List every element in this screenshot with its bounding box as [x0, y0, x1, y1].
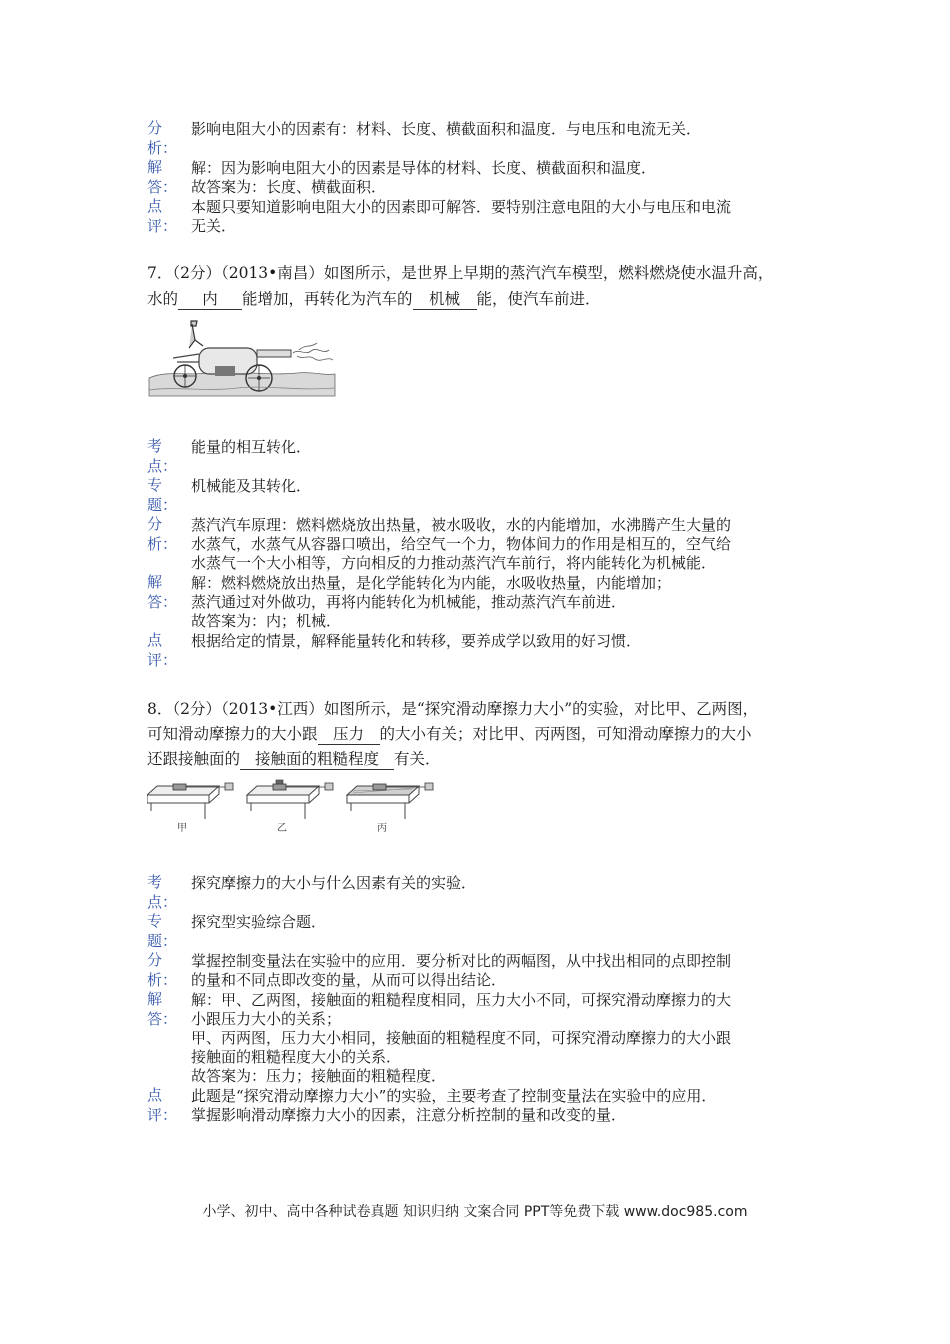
q8-stem-line3 — [147, 749, 441, 770]
analysis-text: 水蒸气，水蒸气从容器口喷出，给空气一个力，物体间力的作用是相互的，空气给 — [191, 535, 732, 553]
figure-label: 丙 — [377, 823, 387, 834]
analysis-text: 影响电阻大小的因素有：材料、长度、横截面积和温度．与电压和电流无关． — [191, 120, 702, 138]
solution-text: 小跟压力大小的关系； — [191, 1010, 342, 1028]
zhuanti-text: 探究型实验综合题． — [191, 913, 327, 931]
section-label: 专 题： — [147, 476, 178, 514]
section-label: 解 答： — [147, 158, 178, 196]
section-label: 专 题： — [147, 912, 178, 950]
stem-text: 还跟接触面的 — [147, 750, 241, 768]
zhuanti-text: 机械能及其转化． — [191, 477, 312, 495]
solution-text: 蒸汽通过对外做功，再将内能转化为机械能，推动蒸汽汽车前进． — [191, 593, 627, 611]
answer-blank: 接触面的粗糙程度 — [240, 749, 394, 770]
steam-car-figure — [147, 318, 337, 398]
kaodian-text: 能量的相互转化． — [191, 438, 312, 456]
section-label: 考 点： — [147, 437, 178, 475]
solution-text: 解：燃料燃烧放出热量，是化学能转化为内能，水吸收热量，内能增加； — [191, 574, 672, 592]
analysis-text: 的量和不同点即改变的量，从而可以得出结论． — [191, 971, 507, 989]
q7-stem-line1: 7．（2分）（2013•南昌）如图所示，是世界上早期的蒸汽汽车模型，燃料燃烧使水温升高， — [147, 264, 774, 282]
stem-text: 水的 — [147, 290, 179, 308]
setup-bing — [347, 783, 433, 834]
solution-text: 故答案为：长度、横截面积． — [191, 178, 387, 196]
solution-text: 故答案为：压力；接触面的粗糙程度． — [191, 1067, 447, 1085]
section-label: 分 析： — [147, 515, 178, 553]
comment-text: 掌握影响滑动摩擦力大小的因素，注意分析控制的量和改变的量． — [191, 1106, 627, 1124]
stem-text: 能，使汽车前进． — [476, 290, 601, 308]
analysis-text: 掌握控制变量法在实验中的应用．要分析对比的两幅图，从中找出相同的点即控制 — [191, 952, 732, 970]
setup-yi — [247, 780, 333, 834]
stem-text: 能增加，再转化为汽车的 — [242, 290, 413, 308]
solution-text: 解：因为影响电阻大小的因素是导体的材料、长度、横截面积和温度． — [191, 159, 657, 177]
q7-stem-line2 — [147, 289, 601, 310]
solution-text: 甲、丙两图，压力大小相同，接触面的粗糙程度不同，可探究滑动摩擦力的大小跟 — [191, 1029, 732, 1047]
kaodian-text: 探究摩擦力的大小与什么因素有关的实验． — [191, 874, 477, 892]
comment-text: 无关． — [191, 217, 237, 235]
stem-text: 可知滑动摩擦力的大小跟 — [147, 725, 318, 743]
section-label: 点 评： — [147, 197, 178, 235]
comment-text: 此题是“探究滑动摩擦力大小”的实验，主要考查了控制变量法在实验中的应用． — [191, 1087, 717, 1105]
stem-text: 的大小有关；对比甲、丙两图，可知滑动摩擦力的大小 — [379, 725, 752, 743]
section-label: 解 答： — [147, 990, 178, 1028]
answer-blank: 压力 — [318, 724, 380, 745]
analysis-text: 蒸汽汽车原理：燃料燃烧放出热量，被水吸收，水的内能增加，水沸腾产生大量的 — [191, 516, 732, 534]
section-label: 点 评： — [147, 631, 178, 669]
section-label: 考 点： — [147, 873, 178, 911]
section-label: 分 析： — [147, 119, 178, 157]
q8-stem-line1: 8．（2分）（2013•江西）如图所示，是“探究滑动摩擦力大小”的实验，对比甲、乙两图， — [147, 700, 759, 718]
comment-text: 本题只要知道影响电阻大小的因素即可解答．要特别注意电阻的大小与电压和电流 — [191, 198, 732, 216]
answer-blank: 机械 — [413, 289, 477, 310]
figure-label: 甲 — [177, 823, 187, 834]
q8-stem-line2 — [147, 724, 752, 745]
figure-label: 乙 — [277, 823, 287, 834]
page-footer: 小学、初中、高中各种试卷真题 知识归纳 文案合同 PPT等免费下载 www.doc985.com — [202, 1204, 748, 1220]
answer-blank: 内 — [178, 289, 242, 310]
comment-text: 根据给定的情景，解释能量转化和转移，要养成学以致用的好习惯． — [191, 632, 642, 650]
section-label: 点 评： — [147, 1086, 178, 1124]
setup-jia — [147, 783, 233, 834]
section-label: 解 答： — [147, 573, 178, 611]
solution-text: 解：甲、乙两图，接触面的粗糙程度相同，压力大小不同，可探究滑动摩擦力的大 — [191, 991, 732, 1009]
stem-text: 有关． — [394, 750, 441, 768]
friction-experiment-figure — [147, 779, 447, 843]
analysis-text: 水蒸气一个大小相等，方向相反的力推动蒸汽汽车前行，将内能转化为机械能． — [191, 554, 717, 572]
solution-text: 接触面的粗糙程度大小的关系． — [191, 1048, 402, 1066]
solution-text: 故答案为：内；机械． — [191, 612, 342, 630]
section-label: 分 析： — [147, 951, 178, 989]
